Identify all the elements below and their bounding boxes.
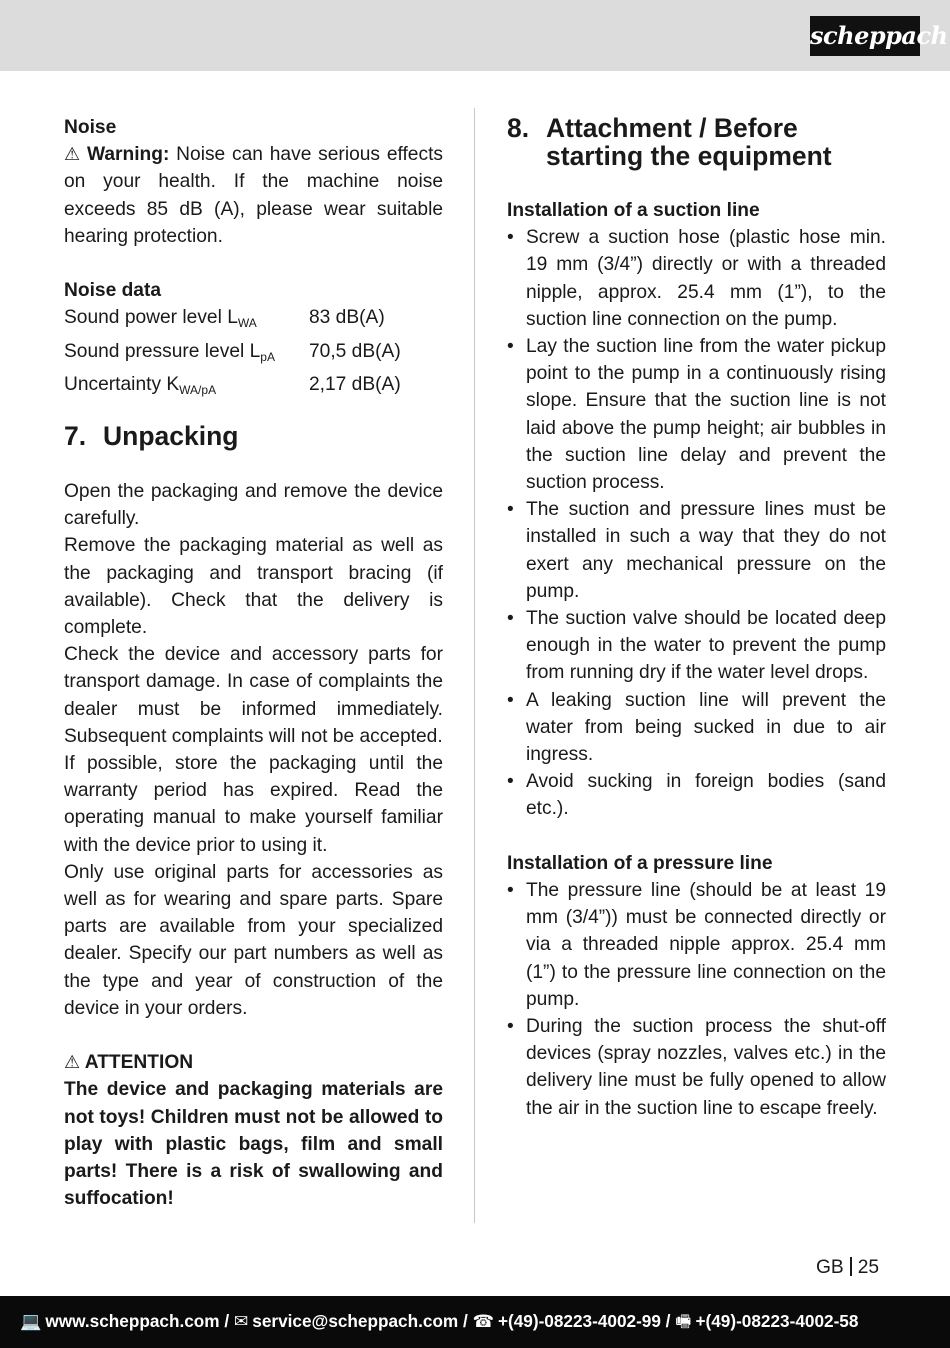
noise-warning bbox=[64, 141, 443, 250]
suction-heading: Installation of a suction line bbox=[507, 200, 760, 221]
noise-heading: Noise bbox=[64, 117, 117, 138]
list-item: • Lay the suction line from the water pickup point to the pump in a continuously rising slope. Ensure that the suction line is not laid above the pump height; air bubbles in the suction line delay and prevent the suction process. bbox=[507, 336, 886, 494]
warning-label: Warning: bbox=[86, 144, 170, 166]
noise-row-value: 83 dB(A) bbox=[309, 307, 385, 329]
warning-text: Noise can have serious effects on your health. If the machine noise exceeds 85 dB (A), please wear suitable hearing protection. bbox=[64, 144, 443, 247]
section-8-heading bbox=[507, 114, 886, 170]
page-separator bbox=[850, 1257, 852, 1276]
attention-heading bbox=[64, 1049, 443, 1076]
footer-phone: +(49)-08223-4002-99 / bbox=[497, 1311, 671, 1331]
mail-icon: ✉ bbox=[233, 1311, 249, 1331]
column-divider bbox=[474, 108, 475, 1223]
list-item: • Screw a suction hose (plastic hose min. 19 mm (3/4”) directly or with a threaded nipple, approx. 25.4 mm (1”), to the suction line connection on the pump. bbox=[507, 227, 886, 330]
footer-bar bbox=[0, 1296, 950, 1348]
paragraph: Open the packaging and remove the device carefully. bbox=[64, 481, 443, 530]
noise-row bbox=[64, 371, 443, 404]
section-7-heading bbox=[64, 422, 443, 450]
list-item: • The suction valve should be located deep enough in the water to prevent the pump from running dry if the water level drops. bbox=[507, 608, 886, 684]
noise-row-label: Sound power level L bbox=[64, 307, 238, 329]
noise-row-label: Uncertainty K bbox=[64, 373, 180, 395]
paragraph: Only use original parts for accessories as well as for wearing and spare parts. Spare parts are available from your specialized dealer. Specify our part numbers as well as the type and year of construction of the device in your orders. bbox=[64, 861, 443, 1019]
attention-text: The device and packaging materials are not toys! Children must not be allowed to play with plastic bags, film and small parts! There is a risk of swallowing and suffocation! bbox=[64, 1079, 443, 1210]
warning-triangle-icon: ⚠ bbox=[64, 1052, 81, 1073]
noise-data-heading: Noise data bbox=[64, 280, 162, 302]
section-title: Attachment / Before starting the equipment bbox=[546, 113, 832, 171]
pressure-list bbox=[507, 877, 886, 1122]
list-item: • Avoid sucking in foreign bodies (sand etc.). bbox=[507, 771, 886, 820]
list-item: • The pressure line (should be at least 19 mm (3/4”)) must be connected directly or via a threaded nipple approx. 25.4 mm (1”) to the pressure line connection on the pump. bbox=[507, 880, 886, 1010]
page-lang: GB bbox=[816, 1257, 844, 1278]
phone-icon: ☎ bbox=[472, 1311, 494, 1331]
list-item: • During the suction process the shut-off devices (spray nozzles, valves etc.) in the delivery line must be fully opened to allow the air in the suction line to escape freely. bbox=[507, 1016, 886, 1119]
list-item: • A leaking suction line will prevent the water from being sucked in due to air ingress. bbox=[507, 689, 886, 766]
noise-row bbox=[64, 304, 443, 337]
page-number bbox=[816, 1254, 879, 1281]
page-number-value: 25 bbox=[857, 1257, 880, 1278]
attention-label: ATTENTION bbox=[84, 1052, 194, 1074]
list-item: • The suction and pressure lines must be installed in such a way that they do not exert any mechanical pressure on the pump. bbox=[507, 499, 886, 602]
pressure-heading: Installation of a pressure line bbox=[507, 852, 773, 874]
warning-triangle-icon: ⚠ bbox=[64, 144, 81, 165]
section-title: Unpacking bbox=[103, 421, 239, 452]
header-bar bbox=[0, 0, 950, 71]
footer-fax: +(49)-08223-4002-58 bbox=[695, 1311, 859, 1331]
footer-email-link[interactable]: service@scheppach.com / bbox=[252, 1311, 468, 1331]
computer-icon: 💻 bbox=[20, 1311, 42, 1331]
noise-row-value: 2,17 dB(A) bbox=[309, 373, 401, 395]
suction-list bbox=[507, 224, 886, 822]
paragraph: Check the device and accessory parts for transport damage. In case of complaints the dealer must be informed immediately. Subsequent complaints will not be accepted. bbox=[64, 644, 443, 747]
section-number: 8. bbox=[507, 113, 530, 143]
noise-row-value: 70,5 dB(A) bbox=[309, 340, 401, 362]
noise-row-sub: pA bbox=[260, 349, 275, 364]
paragraph: Remove the packaging material as well as the packaging and transport bracing (if available). Check that the delivery is complete. bbox=[64, 535, 443, 639]
noise-row-label: Sound pressure level L bbox=[64, 340, 261, 362]
left-column bbox=[64, 114, 443, 1212]
scheppach-logo: scheppach bbox=[810, 16, 920, 56]
fax-icon: 🖷 bbox=[675, 1311, 692, 1331]
section-number: 7. bbox=[64, 421, 87, 452]
noise-row bbox=[64, 338, 443, 371]
noise-row-sub: WA bbox=[237, 316, 257, 331]
right-column bbox=[507, 114, 886, 1122]
paragraph: If possible, store the packaging until the warranty period has expired. Read the operating manual to make yourself familiar with the device prior to using it. bbox=[64, 753, 443, 856]
footer-web-link[interactable]: www.scheppach.com / bbox=[45, 1311, 230, 1331]
noise-row-sub: WA/pA bbox=[179, 382, 217, 397]
